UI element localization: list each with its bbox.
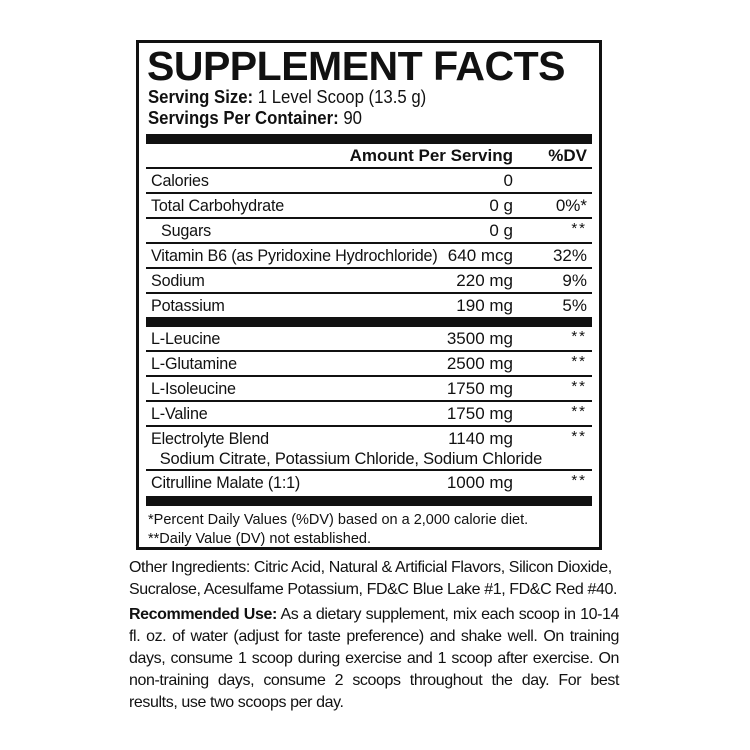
nutrient-amount: 640 mcg (447, 246, 513, 265)
nutrient-row (146, 377, 592, 402)
nutrient-row-line (151, 245, 587, 266)
section-divider (146, 496, 592, 506)
nutrient-row (146, 402, 592, 427)
other-ingredients-paragraph (129, 557, 619, 601)
nutrient-dv: ** (571, 378, 587, 395)
nutrient-row (146, 294, 592, 317)
nutrient-row-line (151, 295, 587, 316)
nutrient-amount: 2500 mg (446, 354, 513, 373)
servings-per-container-label: Servings Per Container: (148, 108, 339, 128)
nutrient-dv: 9% (562, 271, 587, 290)
nutrient-name: Citrulline Malate (1:1) (151, 473, 301, 492)
nutrient-row-line (151, 353, 587, 374)
nutrient-name: Electrolyte Blend (151, 429, 269, 448)
nutrient-dv: 32% (552, 246, 587, 265)
nutrient-dv: ** (571, 472, 587, 489)
nutrient-row (146, 471, 592, 494)
other-ingredients-label: Other Ingredients: (129, 559, 250, 576)
nutrient-name: Total Carbohydrate (151, 196, 285, 215)
table-header-row (146, 144, 592, 169)
nutrient-row (146, 219, 592, 244)
nutrient-amount: 220 mg (456, 271, 513, 290)
nutrient-row-line (151, 378, 587, 399)
nutrient-row (146, 269, 592, 294)
nutrient-dv: ** (571, 328, 587, 345)
nutrient-amount: 1000 mg (446, 473, 513, 492)
nutrient-name: L-Leucine (151, 329, 221, 348)
nutrient-row-line (151, 403, 587, 424)
nutrient-row (146, 244, 592, 269)
nutrient-row-line (151, 270, 587, 291)
nutrient-row (146, 352, 592, 377)
nutrient-row-line (151, 195, 587, 216)
nutrient-dv: ** (571, 403, 587, 420)
recommended-use-label: Recommended Use: (129, 606, 277, 623)
nutrient-row-line (151, 428, 587, 449)
nutrient-name: Sugars (161, 221, 212, 240)
panel-title: SUPPLEMENT FACTS (147, 43, 565, 89)
nutrient-amount: 190 mg (456, 296, 513, 315)
nutrient-row (146, 169, 592, 194)
nutrient-amount: 0 g (489, 196, 513, 215)
nutrient-name: L-Isoleucine (151, 379, 236, 398)
nutrient-name: Calories (151, 171, 209, 190)
nutrient-row (146, 194, 592, 219)
servings-per-container-value: 90 (338, 108, 362, 128)
dv-column-header: %DV (548, 146, 587, 165)
nutrient-amount: 0 (503, 171, 513, 190)
nutrient-dv: 5% (562, 296, 587, 315)
nutrient-section-1 (139, 169, 599, 317)
recommended-use-text: As a dietary supplement, mix each scoop in 10-14 fl. oz. of water (adjust for taste preference) and shake well. On training days, consume 1 scoop during exercise and 1 scoop after exercise. On non-training days, consume 2 scoops throughout the day. For best results, use two scoops per day. (129, 606, 619, 711)
nutrient-row-line (151, 220, 587, 241)
nutrient-amount: 1140 mg (448, 429, 513, 448)
recommended-use-paragraph (129, 604, 619, 714)
nutrient-row-line (151, 472, 587, 493)
nutrient-row (146, 427, 592, 471)
serving-size-value: 1 Level Scoop (13.5 g) (253, 87, 427, 107)
nutrient-row-line (151, 328, 587, 349)
other-ingredients-text: Citric Acid, Natural & Artificial Flavors, Silicon Dioxide, Sucralose, Acesulfame Potassium, FD&C Blue Lake #1, FD&C Red #40. (129, 559, 618, 598)
section-divider (146, 134, 592, 144)
nutrient-row-line (151, 170, 587, 191)
serving-size-line (148, 87, 559, 108)
nutrient-row (146, 327, 592, 352)
servings-per-container-line (148, 108, 559, 129)
serving-size-label: Serving Size: (148, 87, 254, 107)
nutrient-amount: 3500 mg (446, 329, 513, 348)
footnote-dv-not-established: **Daily Value (DV) not established. (148, 531, 371, 547)
nutrient-name: Sodium (151, 271, 205, 290)
nutrient-section-2 (139, 327, 599, 494)
nutrient-dv: 0%* (555, 196, 587, 215)
nutrient-amount: 0 g (489, 221, 513, 240)
section-divider (146, 317, 592, 327)
footnote-dv-basis: *Percent Daily Values (%DV) based on a 2,000 calorie diet. (148, 512, 529, 528)
nutrient-dv: ** (571, 353, 587, 370)
nutrient-dv: ** (571, 220, 587, 237)
nutrient-name: Potassium (151, 296, 225, 315)
amount-column-header: Amount Per Serving (349, 146, 513, 165)
nutrient-amount: 1750 mg (446, 404, 513, 423)
nutrient-name: L-Valine (151, 404, 208, 423)
footnotes (148, 511, 590, 549)
nutrient-name: Vitamin B6 (as Pyridoxine Hydrochloride) (151, 246, 438, 265)
supplement-facts-panel (136, 40, 602, 550)
nutrient-sub-ingredients: Sodium Citrate, Potassium Chloride, Sodium Chloride (159, 449, 543, 468)
nutrient-dv: ** (571, 428, 587, 445)
nutrient-name: L-Glutamine (151, 354, 237, 373)
nutrient-amount: 1750 mg (446, 379, 513, 398)
